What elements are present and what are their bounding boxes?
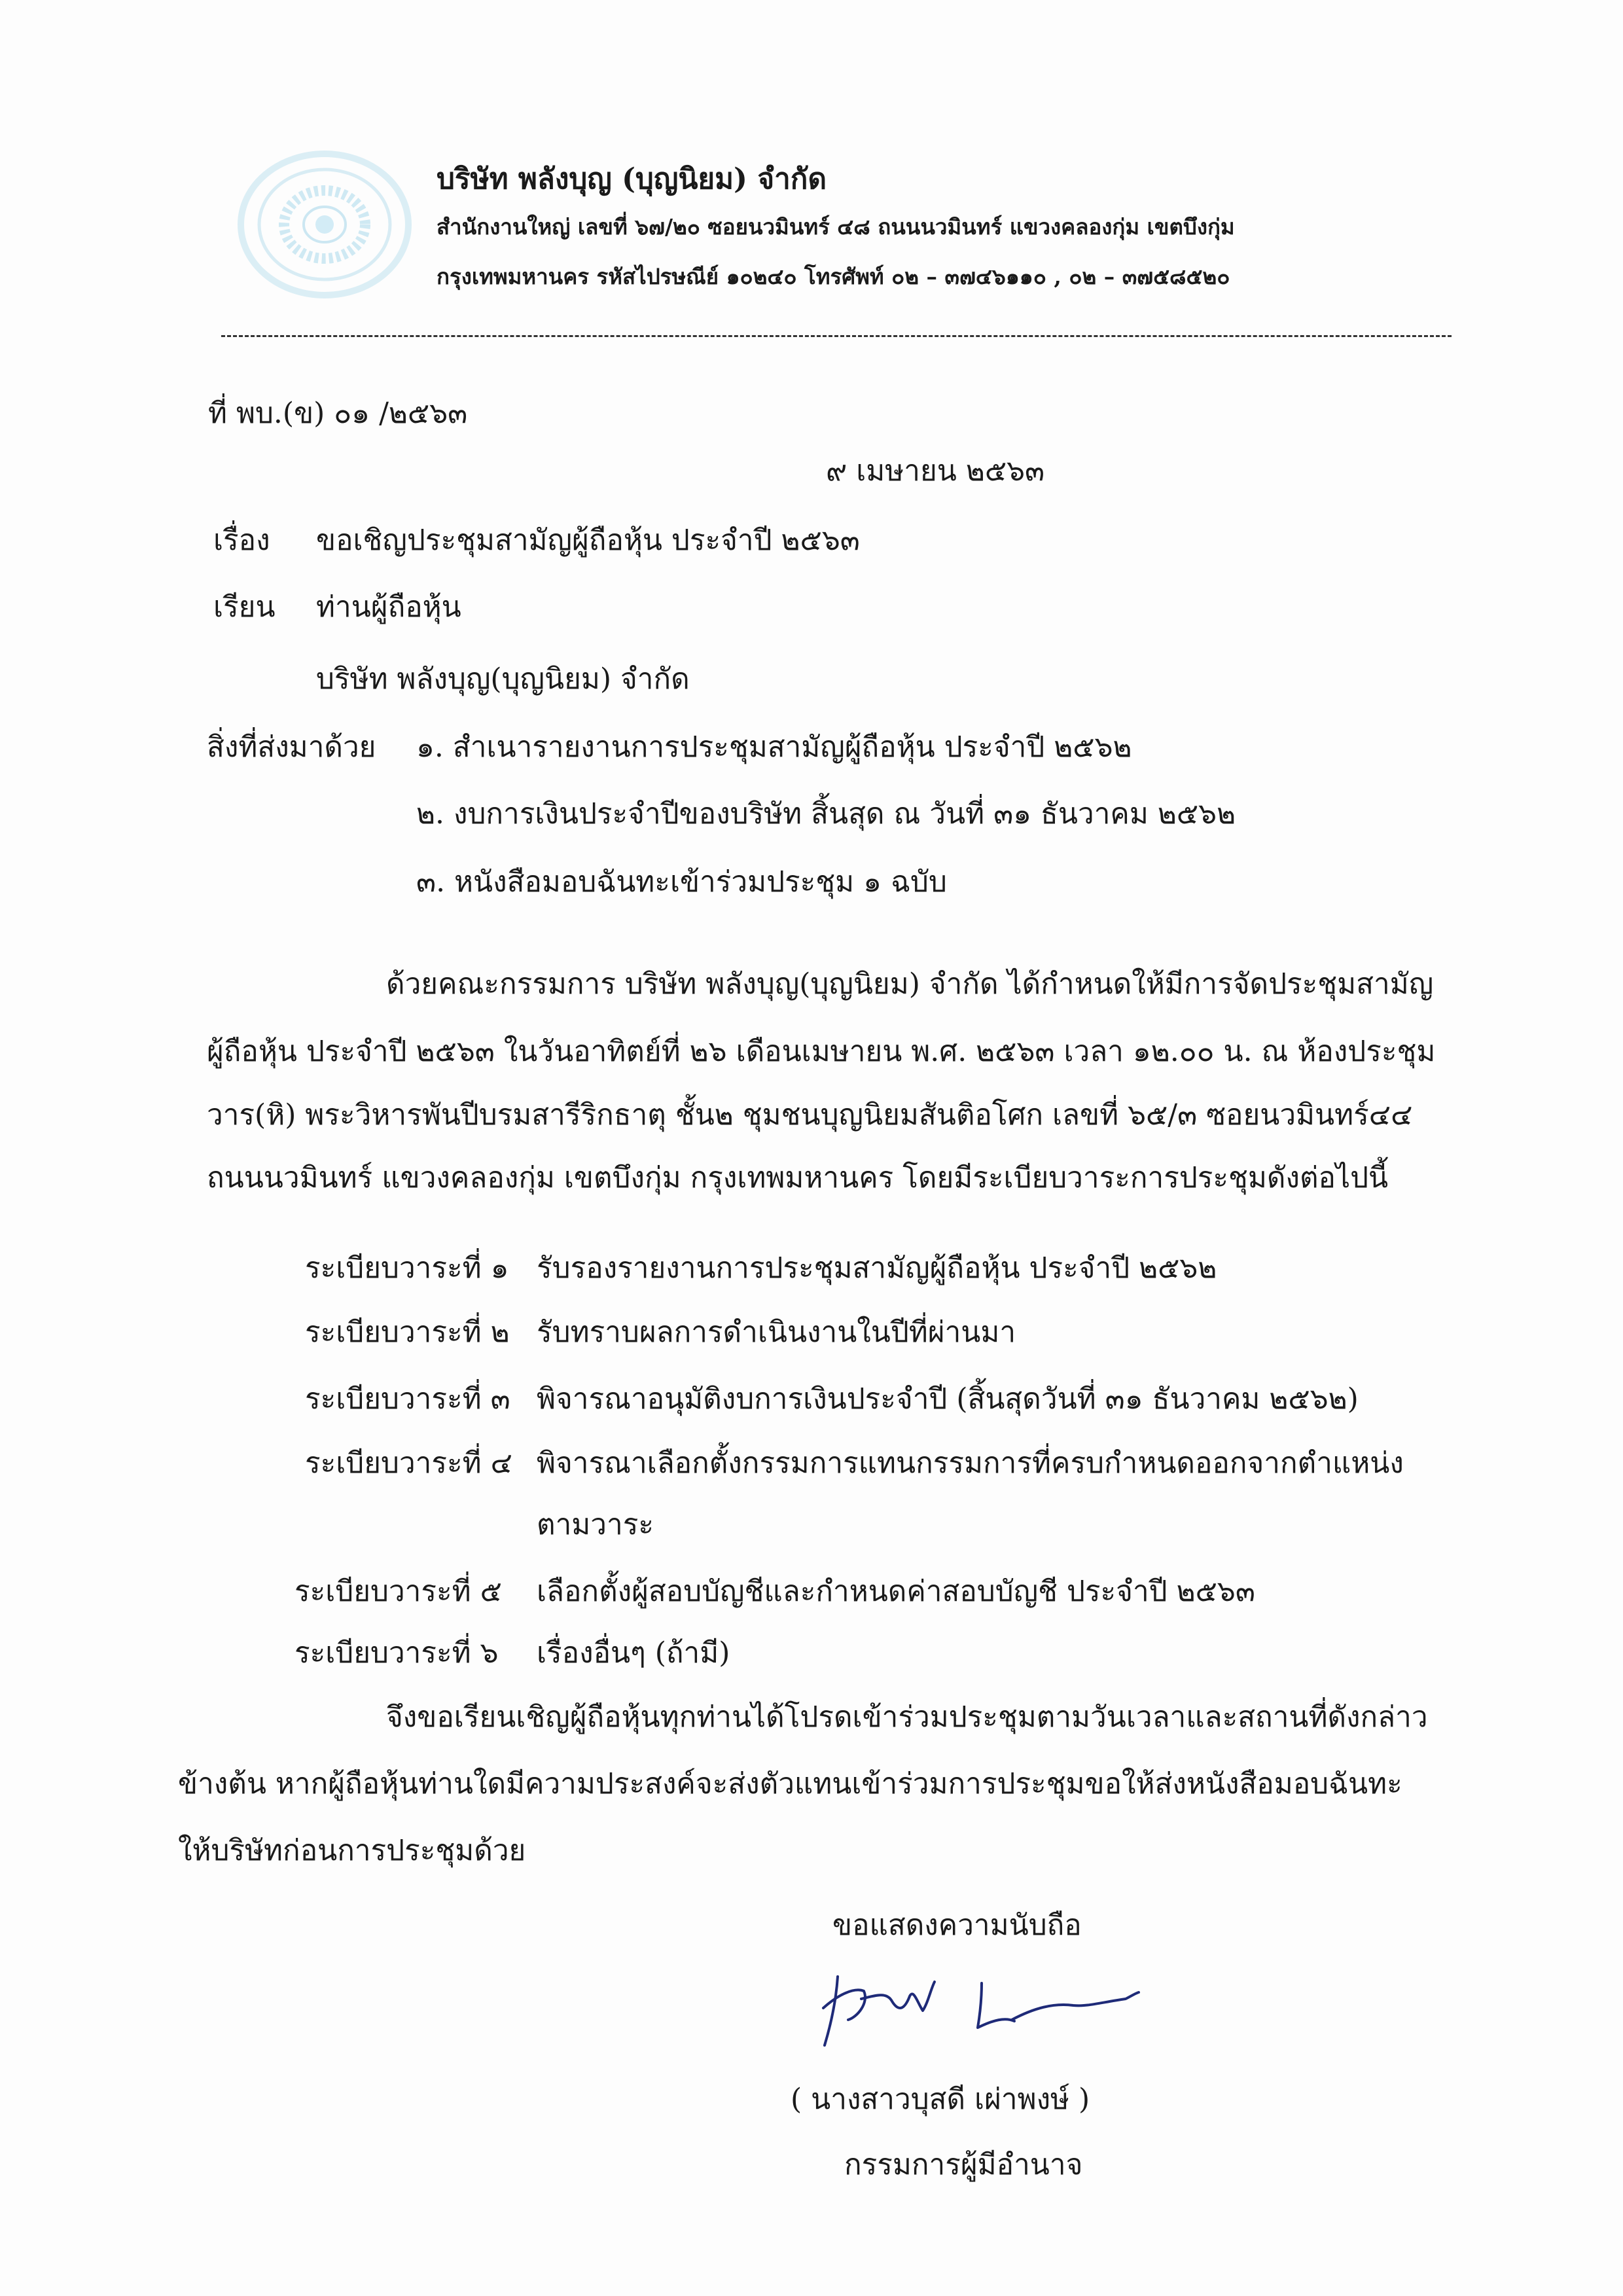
agenda-label: ระเบียบวาระที่ ๓ xyxy=(305,1382,510,1416)
subject-text: ขอเชิญประชุมสามัญผู้ถือหุ้น ประจำปี ๒๕๖๓ xyxy=(316,524,860,557)
to-line-1: ท่านผู้ถือหุ้น xyxy=(316,590,461,624)
agenda-label: ระเบียบวาระที่ ๒ xyxy=(305,1316,510,1349)
to-label: เรียน xyxy=(213,590,276,624)
address-line-2: กรุงเทพมหานคร รหัสไปรษณีย์ ๑๐๒๔๐ โทรศัพท์ ๐๒ – ๓๗๔๖๑๑๐ , ๐๒ – ๓๗๕๘๕๒๐ xyxy=(437,264,1230,289)
agenda-text: เลือกตั้งผู้สอบบัญชีและกำหนดค่าสอบบัญชี ประจำปี ๒๕๖๓ xyxy=(537,1575,1255,1608)
agenda-text: พิจารณาเลือกตั้งกรรมการแทนกรรมการที่ครบกำหนดออกจากตำแหน่ง xyxy=(537,1446,1404,1480)
signatory-title: กรรมการผู้มีอำนาจ xyxy=(844,2148,1083,2181)
agenda-label: ระเบียบวาระที่ ๕ xyxy=(294,1575,502,1608)
enclosure-item: ๑. สำเนารายงานการประชุมสามัญผู้ถือหุ้น ประจำปี ๒๕๖๒ xyxy=(416,730,1132,764)
company-name: บริษัท พลังบุญ (บุญนิยม) จำกัด xyxy=(437,162,827,196)
enclosures-label: สิ่งที่ส่งมาด้วย xyxy=(207,730,376,764)
handwritten-signature xyxy=(818,1957,1158,2055)
body-paragraph-1-line: ผู้ถือหุ้น ประจำปี ๒๕๖๓ ในวันอาทิตย์ที่ ๒๖ เดือนเมษายน พ.ศ. ๒๕๖๓ เวลา ๑๒.๐๐ น. ณ ห้องประชุม xyxy=(207,1035,1436,1068)
agenda-text: เรื่องอื่นๆ (ถ้ามี) xyxy=(537,1636,730,1670)
body-paragraph-2-line: จึงขอเรียนเชิญผู้ถือหุ้นทุกท่านได้โปรดเข้าร่วมประชุมตามวันเวลาและสถานที่ดังกล่าว xyxy=(386,1700,1428,1734)
company-seal-logo xyxy=(234,149,415,300)
to-line-2: บริษัท พลังบุญ(บุญนิยม) จำกัด xyxy=(316,662,690,696)
agenda-text: รับทราบผลการดำเนินงานในปีที่ผ่านมา xyxy=(537,1316,1016,1349)
body-paragraph-1-line: ด้วยคณะกรรมการ บริษัท พลังบุญ(บุญนิยม) จำกัด ได้กำหนดให้มีการจัดประชุมสามัญ xyxy=(386,967,1434,1001)
closing-salutation: ขอแสดงความนับถือ xyxy=(832,1909,1082,1942)
agenda-text: พิจารณาอนุมัติงบการเงินประจำปี (สิ้นสุดวันที่ ๓๑ ธันวาคม ๒๕๖๒) xyxy=(537,1382,1359,1416)
signatory-name: ( นางสาวบุสดี เผ่าพงษ์ ) xyxy=(791,2083,1090,2116)
agenda-text-continuation: ตามวาระ xyxy=(537,1508,654,1541)
enclosure-item: ๓. หนังสือมอบฉันทะเข้าร่วมประชุม ๑ ฉบับ xyxy=(416,865,947,899)
agenda-label: ระเบียบวาระที่ ๔ xyxy=(305,1446,512,1480)
body-paragraph-2-line: ข้างต้น หากผู้ถือหุ้นท่านใดมีความประสงค์จะส่งตัวแทนเข้าร่วมการประชุมขอให้ส่งหนังสือมอบฉันทะ xyxy=(178,1767,1402,1801)
body-paragraph-1-line: ถนนนวมินทร์ แขวงคลองกุ่ม เขตบึงกุ่ม กรุงเทพมหานคร โดยมีระเบียบวาระการประชุมดังต่อไปนี้ xyxy=(207,1161,1389,1194)
letter-date: ๙ เมษายน ๒๕๖๓ xyxy=(826,454,1045,488)
agenda-label: ระเบียบวาระที่ ๖ xyxy=(294,1636,499,1670)
enclosure-item: ๒. งบการเงินประจำปีของบริษัท สิ้นสุด ณ วันที่ ๓๑ ธันวาคม ๒๕๖๒ xyxy=(416,797,1236,831)
letterhead-divider xyxy=(221,335,1452,337)
subject-label: เรื่อง xyxy=(213,524,270,557)
body-paragraph-2-line: ให้บริษัทก่อนการประชุมด้วย xyxy=(178,1834,526,1867)
agenda-text: รับรองรายงานการประชุมสามัญผู้ถือหุ้น ประจำปี ๒๕๖๒ xyxy=(537,1251,1217,1285)
reference-number: ที่ พบ.(ข) ๐๑ /๒๕๖๓ xyxy=(208,397,468,430)
body-paragraph-1-line: วาร(หิ) พระวิหารพันปีบรมสารีริกธาตุ ชั้น๒ ชุมชนบุญนิยมสันติอโศก เลขที่ ๖๕/๓ ซอยนวมินทร์๔๔ xyxy=(207,1098,1413,1132)
address-line-1: สำนักงานใหญ่ เลขที่ ๖๗/๒๐ ซอยนวมินทร์ ๔๘ ถนนนวมินทร์ แขวงคลองกุ่ม เขตบึงกุ่ม xyxy=(437,214,1235,240)
agenda-label: ระเบียบวาระที่ ๑ xyxy=(305,1251,509,1285)
